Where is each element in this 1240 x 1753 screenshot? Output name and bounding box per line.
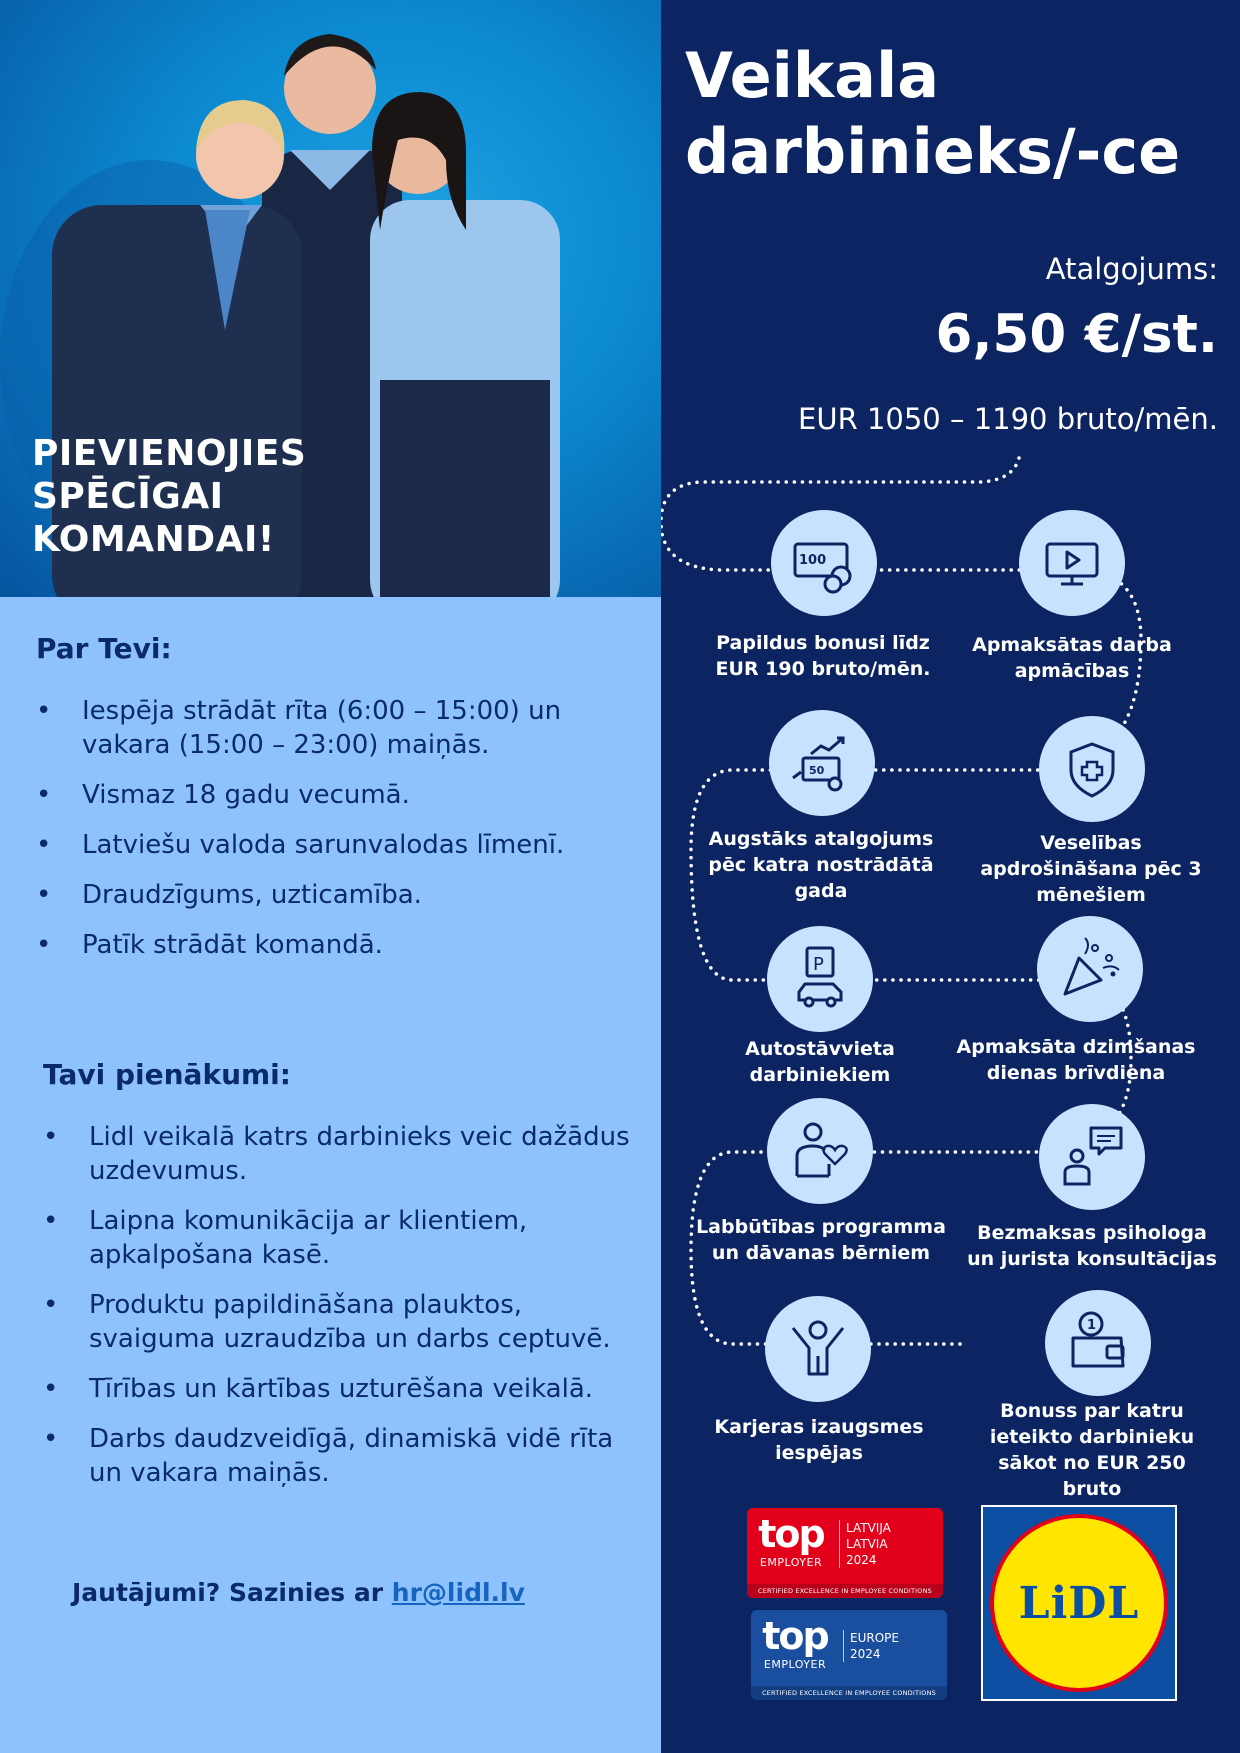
slogan-line: SPĒCĪGAI [32,476,224,517]
benefit-label: Bezmaksas psihologa un jurista konsultācijas [967,1222,1217,1270]
list-item: • Laipna komunikācija ar klientiem, apkalpošana kasē. [43,1204,643,1272]
benefit-icon-circle [1045,1290,1151,1396]
lidl-logo-circle [990,1514,1168,1692]
badge-line: 2024 [846,1553,877,1567]
badge-certification: CERTIFIED EXCELLENCE IN EMPLOYEE CONDITIONS [751,1686,947,1700]
benefit-label: Autostāvvieta darbiniekiem [745,1038,895,1086]
salary-label: Atalgojums: [1045,252,1218,286]
list-item: • Patīk strādāt komandā. [36,928,626,962]
slogan-line: PIEVIENOJIES [32,433,307,474]
list-item: • Latviešu valoda sarunvalodas līmenī. [36,828,626,862]
health-shield-icon [1057,734,1127,804]
badge-line: EUROPE [850,1631,899,1645]
employer-word: EMPLOYER [759,1556,823,1569]
benefit-label: Apmaksāta dzimšanas dienas brīvdiena [956,1036,1196,1084]
benefit-icon-circle [1019,510,1125,616]
list-item: • Tīrības un kārtības uzturēšana veikalā. [43,1372,643,1406]
about-you-list [36,694,626,978]
employer-word: EMPLOYER [763,1658,827,1671]
top-word: top [758,1512,824,1556]
badge-line: LATVIJA [846,1521,891,1535]
contact-line [72,1578,525,1607]
salary-range: EUR 1050 – 1190 bruto/mēn. [798,402,1218,436]
monitor-play-icon [1037,528,1107,598]
benefit-icon-circle [1037,916,1143,1022]
top-employer-latvia-badge [747,1508,943,1598]
top-word: top [762,1614,828,1658]
hero-photo [0,0,661,597]
email-link[interactable]: hr@lidl.lv [391,1578,525,1607]
list-item: • Lidl veikalā katrs darbinieks veic dažādus uzdevumus. [43,1120,643,1188]
parking-car-icon [785,944,855,1014]
list-item: • Iespēja strādāt rīta (6:00 – 15:00) un vakara (15:00 – 23:00) maiņās. [36,694,626,762]
benefit-icon-circle [769,710,875,816]
list-item: • Produktu papildināšana plauktos, svaiguma uzraudzība un darbs ceptuvē. [43,1288,643,1356]
svg-text:50: 50 [809,764,825,777]
benefit-icon-circle [771,510,877,616]
benefit-label: Labbūtības programma un dāvanas bērniem [696,1216,946,1264]
svg-text:P: P [813,954,824,975]
benefit-label: Veselības apdrošināšana pēc 3 mēnešiem [980,832,1202,906]
slogan-line: KOMANDAI! [32,519,275,560]
list-item: • Draudzīgums, uzticamība. [36,878,626,912]
list-item: • Darbs daudzveidīgā, dinamiskā vidē rīta un vakara maiņās. [43,1422,643,1490]
badge-region [843,1630,943,1662]
benefit-label: Apmaksātas darba apmācības [972,634,1172,682]
salary-value: 6,50 €/st. [935,304,1218,365]
badge-line: LATVIA [846,1537,888,1551]
salary-growth-icon [787,728,857,798]
wallet-coin-icon [1063,1308,1133,1378]
job-title-line: darbinieks/-ce [685,115,1181,188]
duties-heading: Tavi pienākumi: [43,1058,291,1091]
party-popper-icon [1055,934,1125,1004]
badge-region [839,1520,939,1568]
svg-text:1: 1 [1087,1318,1097,1333]
person-chat-icon [1057,1122,1127,1192]
top-employer-europe-badge [751,1610,947,1700]
job-title-line: Veikala [685,39,940,112]
list-item: • Vismaz 18 gadu vecumā. [36,778,626,812]
benefit-icon-circle [765,1296,871,1402]
join-team-slogan [32,432,432,561]
benefit-label: Augstāks atalgojums pēc katra nostrādātā gada [708,828,934,902]
benefit-icon-circle [1039,716,1145,822]
person-raised-arms-icon [783,1314,853,1384]
benefits-panel [661,0,1240,1753]
benefit-label: Bonuss par katru ieteikto darbinieku sākot no EUR 250 bruto [989,1400,1195,1500]
svg-text:100: 100 [799,553,827,568]
about-you-heading: Par Tevi: [36,632,172,665]
contact-prefix: Jautājumi? Sazinies ar [72,1578,392,1607]
top-employer-logo [755,1614,835,1682]
benefit-icon-circle [767,1098,873,1204]
person-heart-icon [785,1116,855,1186]
duties-list [43,1120,643,1506]
badge-certification: CERTIFIED EXCELLENCE IN EMPLOYEE CONDITIONS [747,1584,943,1598]
benefit-icon-circle [1039,1104,1145,1210]
top-employer-logo [751,1512,831,1580]
benefit-icon-circle [767,926,873,1032]
benefit-label: Papildus bonusi līdz EUR 190 bruto/mēn. [715,632,931,680]
lidl-logo [981,1505,1177,1701]
lidl-logo-text: LiDL [1018,1577,1140,1629]
money-bonus-icon [789,528,859,598]
badge-line: 2024 [850,1647,881,1661]
benefit-label: Karjeras izaugsmes iespējas [714,1416,924,1464]
